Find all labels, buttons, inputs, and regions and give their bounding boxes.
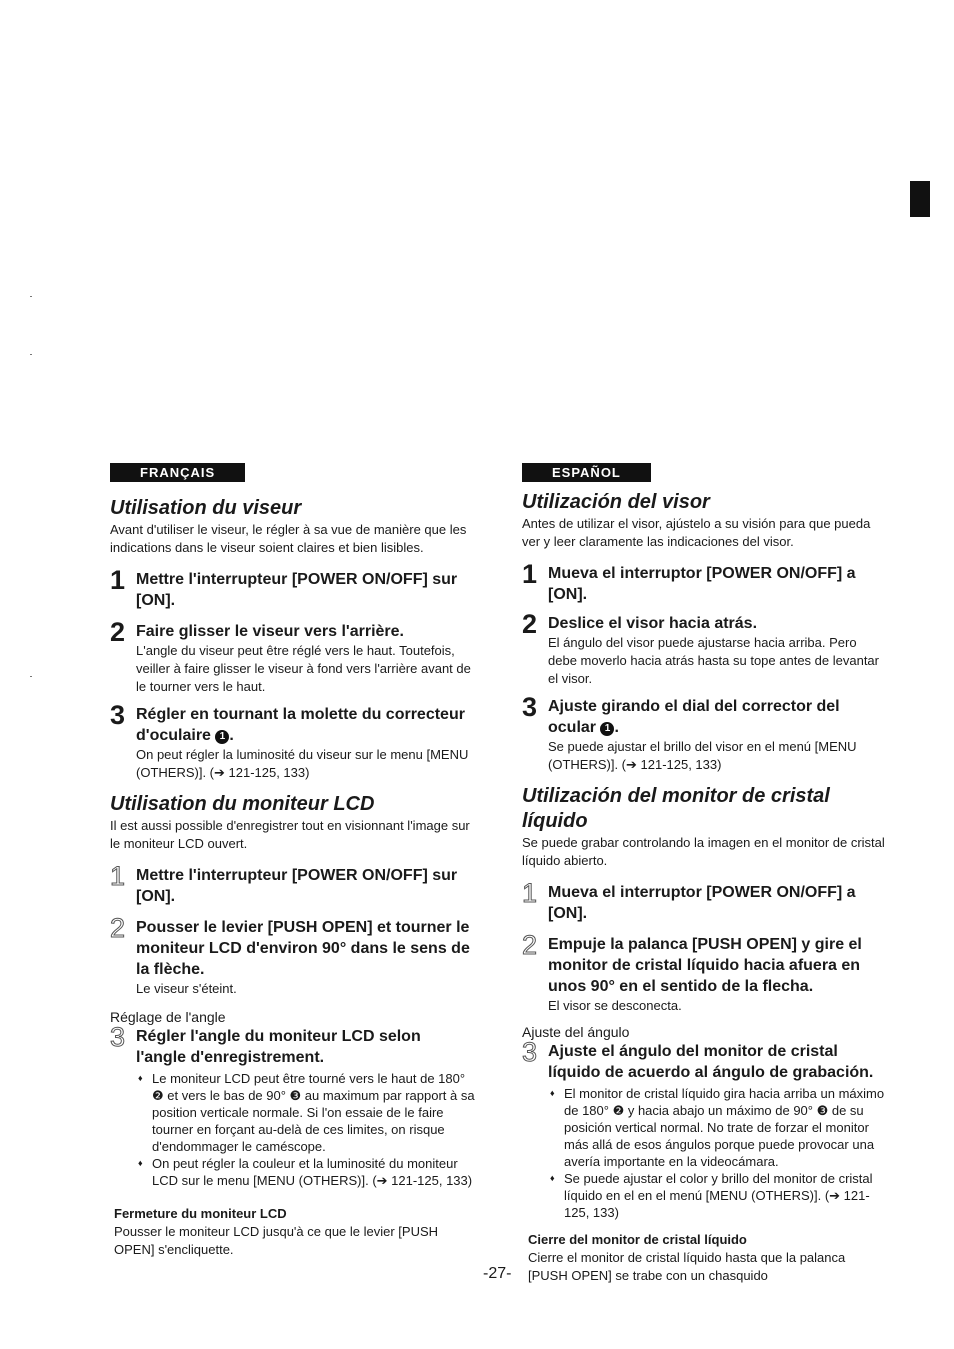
step-title: Deslice el visor hacia atrás. (548, 615, 758, 632)
step-1 (110, 861, 475, 907)
step-title: Faire glisser le viseur vers l'arrière. (136, 623, 404, 640)
section-intro: Il est aussi possible d'enregistrer tout en visionnant l'image sur le moniteur LCD ouvert. (110, 818, 470, 851)
spanish-column (522, 463, 887, 1285)
step-title: Mettre l'interrupteur [POWER ON/OFF] sur [ON]. (136, 571, 458, 609)
section-title: Utilisation du moniteur LCD (110, 793, 375, 815)
paragraph: Pousser le moniteur LCD jusqu'à ce que le levier [PUSH OPEN] s'encliquette. (114, 1224, 439, 1257)
step-number: 2 (110, 617, 126, 647)
language-label: FRANÇAIS (110, 463, 245, 482)
step-title: Ajuste girando el dial del corrector del ocular (548, 698, 840, 736)
step-number: 2 (522, 930, 538, 960)
step-number: 2 (522, 609, 538, 639)
scan-mark (30, 296, 32, 297)
paragraph: Cierre el monitor de cristal líquido hasta que la palanca [PUSH OPEN] se trabe con un chasquido (528, 1250, 846, 1283)
step-3: 3 Régler en tournant la molette du correcteur d'oculaire 1 . On peut régler la luminosité du viseur sur le menu [MENU (OTHERS)]. (➔ 121-125, 133) (110, 704, 475, 782)
step-1 (110, 565, 475, 611)
step-number: 3 (522, 692, 538, 722)
section-intro: Antes de utilizar el visor, ajústelo a su visión para que pueda ver y leer claramente las indicaciones del visor. (522, 516, 871, 549)
bullet-item: ♦ Se puede ajustar el color y brillo del monitor de cristal líquido en el en el menú [MENU (OTHERS)]. (➔ 121-125, 133) (564, 1170, 887, 1221)
step-title: Ajuste el ángulo del monitor de cristal líquido de acuerdo al ángulo de grabación. (548, 1043, 874, 1081)
callout-marker: 1 (215, 730, 229, 744)
section-title: Utilisation du viseur (110, 497, 302, 519)
step-number: 1 (522, 559, 538, 589)
french-column (110, 463, 475, 1259)
step-number: 3 (110, 1022, 126, 1052)
step-text: L'angle du viseur peut être réglé vers le haut. Toutefois, veiller à faire glisser le viseur à fond vers l'arrière avant de le tourner vers le haut. (136, 643, 471, 694)
step-text: Se puede ajustar el brillo del visor en el menú [MENU (OTHERS)]. (➔ 121-125, 133) (548, 739, 857, 772)
subsection-heading: Fermeture du moniteur LCD (114, 1206, 287, 1221)
step-number: 1 (110, 565, 126, 595)
section-title: Utilización del visor (522, 491, 710, 513)
section-intro: Avant d'utiliser le viseur, le régler à sa vue de manière que les indications dans le viseur soient claires et bien lisibles. (110, 522, 467, 555)
step-2 (522, 930, 887, 1015)
bullet-list (136, 1070, 475, 1189)
step-title: Mueva el interruptor [POWER ON/OFF] a [ON]. (548, 884, 856, 922)
section-title: Utilización del monitor de cristal líquido (522, 785, 830, 832)
section-edge-tab (910, 181, 930, 217)
page-number: -27- (483, 1265, 512, 1282)
bullet-list (548, 1085, 887, 1221)
scan-mark (30, 676, 32, 677)
step-number: 1 (522, 878, 538, 908)
scan-mark (30, 354, 32, 355)
step-title: Empuje la palanca [PUSH OPEN] y gire el monitor de cristal líquido hacia afuera en unos 90° en el sentido de la flecha. (548, 936, 862, 995)
step-title: Mueva el interruptor [POWER ON/OFF] a [ON]. (548, 565, 856, 603)
step-2 (522, 609, 887, 688)
step-title: Régler en tournant la molette du correcteur d'oculaire (136, 706, 465, 744)
step-text: El visor se desconecta. (548, 998, 682, 1013)
step-number: 3 (522, 1037, 538, 1067)
step-number: 1 (110, 861, 126, 891)
step-2 (110, 913, 475, 998)
bullet-item: ♦ El monitor de cristal líquido gira hacia arriba un máximo de 180° ❷ y hacia abajo un máximo de 90° ❸ de su posición vertical normal. No trate de forzar el monitor más allá de esos ángulos porque puede provocar una avería importante en la videocámara. (564, 1085, 887, 1170)
language-label: ESPAÑOL (522, 463, 651, 482)
bullet-item: ♦ Le moniteur LCD peut être tourné vers le haut de 180° ❷ et vers le bas de 90° ❸ au maximum par rapport à sa position verticale normale. Si l'on essaie de le faire tourner en forçant au-delà de ces limites, on risque d'endommager le caméscope. (152, 1070, 475, 1155)
step-title: Mettre l'interrupteur [POWER ON/OFF] sur [ON]. (136, 867, 458, 905)
callout-marker: 1 (600, 722, 614, 736)
step-1 (522, 559, 887, 605)
step-3 (110, 1022, 475, 1189)
section-intro: Se puede grabar controlando la imagen en el monitor de cristal líquido abierto. (522, 835, 885, 868)
subsection-heading: Réglage de l'angle (110, 1009, 226, 1025)
step-3 (522, 1037, 887, 1221)
step-3: 3 Ajuste girando el dial del corrector del ocular 1 . Se puede ajustar el brillo del visor en el menú [MENU (OTHERS)]. (➔ 121-125, 133) (522, 696, 887, 774)
step-number: 2 (110, 913, 126, 943)
step-1 (522, 878, 887, 924)
subsection-heading: Cierre del monitor de cristal líquido (528, 1232, 747, 1247)
step-2 (110, 617, 475, 696)
step-number: 3 (110, 700, 126, 730)
step-text: On peut régler la luminosité du viseur sur le menu [MENU (OTHERS)]. (➔ 121-125, 133) (136, 747, 469, 780)
step-text: Le viseur s'éteint. (136, 981, 237, 996)
subsection-heading: Ajuste del ángulo (522, 1024, 630, 1040)
step-text: El ángulo del visor puede ajustarse hacia arriba. Pero debe moverlo hacia atrás hasta su tope antes de levantar el visor. (548, 635, 879, 686)
step-title: Pousser le levier [PUSH OPEN] et tourner le moniteur LCD d'environ 90° dans le sens de la flèche. (136, 919, 470, 978)
bullet-item: ♦ On peut régler la couleur et la luminosité du moniteur LCD sur le menu [MENU (OTHERS)]. (➔ 121-125, 133) (152, 1155, 475, 1189)
step-title: Régler l'angle du moniteur LCD selon l'angle d'enregistrement. (136, 1028, 421, 1066)
